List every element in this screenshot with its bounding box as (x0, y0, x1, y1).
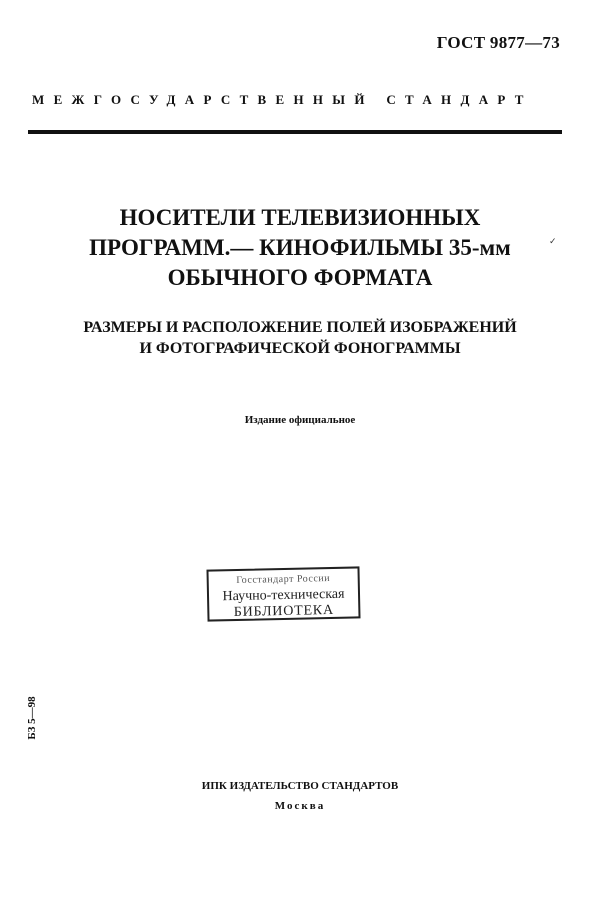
title-line: ОБЫЧНОГО ФОРМАТА (167, 265, 433, 290)
document-subtitle (0, 317, 600, 359)
scan-mark-icon: ✓ (549, 236, 557, 246)
stamp-line: БИБЛИОТЕКА (233, 602, 335, 621)
subtitle-line: РАЗМЕРЫ И РАСПОЛОЖЕНИЕ ПОЛЕЙ ИЗОБРАЖЕНИЙ (83, 319, 517, 336)
document-title (0, 203, 600, 293)
gost-code: ГОСТ 9877—73 (436, 33, 560, 52)
library-stamp (206, 566, 360, 621)
header-divider (28, 130, 562, 134)
edition-note: Издание официальное (244, 414, 356, 426)
stamp-line: Госстандарт России (236, 573, 331, 586)
title-line: ПРОГРАММ.— КИНОФИЛЬМЫ 35-мм (89, 235, 511, 260)
publication-city: Москва (274, 800, 326, 812)
stamp-line: Научно-техническая (222, 586, 345, 605)
publisher: ИПК ИЗДАТЕЛЬСТВО СТАНДАРТОВ (201, 780, 399, 792)
side-note: БЗ 5—98 (26, 696, 38, 740)
subtitle-line: И ФОТОГРАФИЧЕСКОЙ ФОНОГРАММЫ (139, 340, 461, 357)
standard-type-heading: МЕЖГОСУДАРСТВЕННЫЙ СТАНДАРТ (32, 92, 533, 107)
title-line: НОСИТЕЛИ ТЕЛЕВИЗИОННЫХ (119, 205, 481, 230)
